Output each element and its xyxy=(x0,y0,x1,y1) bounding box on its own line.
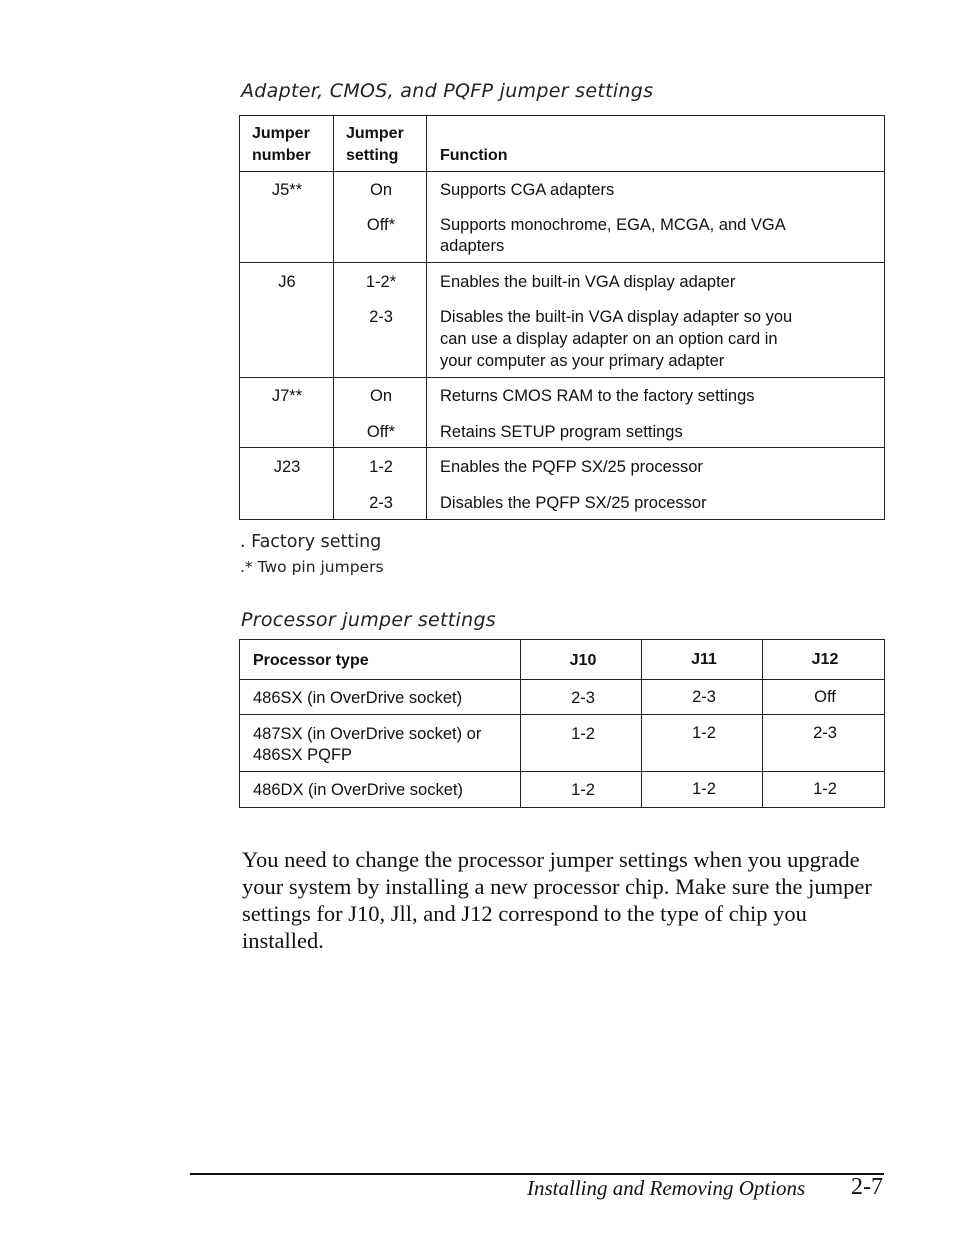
header-jumper-setting-line2: setting xyxy=(346,147,399,164)
header-j10 xyxy=(521,640,642,680)
j10-cell xyxy=(521,715,642,772)
function-text: Disables the PQFP SX/25 processor xyxy=(440,494,707,512)
header-processor-type-label: Processor type xyxy=(253,652,369,669)
table-row xyxy=(240,680,885,715)
processor-type-cell xyxy=(240,680,521,715)
j11-value: 1-2 xyxy=(692,724,716,742)
footnote-factory-setting: . Factory setting xyxy=(240,532,382,552)
setting-value: On xyxy=(369,387,393,405)
j10-value: 1-2 xyxy=(571,781,595,799)
table-row xyxy=(240,772,885,808)
jumper-id: J7** xyxy=(271,387,303,405)
table-row xyxy=(240,448,885,520)
setting-value: Off* xyxy=(366,216,396,234)
jumper-cell xyxy=(240,378,334,448)
jumper-id: J5** xyxy=(271,181,303,199)
setting-value: Off* xyxy=(366,423,396,441)
processor-type: 486SX PQFP xyxy=(253,746,353,764)
header-jumper-number-line1: Jumper xyxy=(252,125,310,142)
function-cell xyxy=(427,448,885,520)
function-text: your computer as your primary adapter xyxy=(440,352,725,370)
j10-value: 1-2 xyxy=(571,725,595,743)
function-text: Enables the built-in VGA display adapter xyxy=(440,273,736,291)
jumper-id: J23 xyxy=(273,458,301,476)
j10-cell xyxy=(521,680,642,715)
header-j11-label: J11 xyxy=(691,651,717,668)
j12-value: 1-2 xyxy=(813,780,837,798)
table-row xyxy=(240,172,885,263)
j11-cell xyxy=(642,715,763,772)
function-text: Enables the PQFP SX/25 processor xyxy=(440,458,703,476)
function-text: Supports CGA adapters xyxy=(440,181,615,199)
j10-cell xyxy=(521,772,642,808)
j11-value: 1-2 xyxy=(692,780,716,798)
setting-cell xyxy=(334,263,427,378)
function-text: adapters xyxy=(440,237,505,255)
table2-caption: Processor jumper settings xyxy=(241,609,497,631)
processor-type: 487SX (in OverDrive socket) or xyxy=(253,725,482,743)
j12-cell xyxy=(763,680,885,715)
jumper-cell xyxy=(240,263,334,378)
jumper-id: J6 xyxy=(278,273,296,291)
processor-type-cell xyxy=(240,772,521,808)
function-cell xyxy=(427,378,885,448)
table1-header-row xyxy=(240,116,885,172)
header-jumper-setting xyxy=(334,116,427,172)
j12-value: Off xyxy=(814,688,836,706)
footer-rule xyxy=(190,1173,884,1175)
header-jumper-number-line2: number xyxy=(252,147,311,164)
header-function-label: Function xyxy=(440,147,508,164)
table2-header-row xyxy=(240,640,885,680)
body-paragraph: You need to change the processor jumper settings when you upgrade your system by installing a new processor chip. Make sure the jumper settings for J10, Jll, and J12 correspond to the type of chip you installed. xyxy=(242,847,872,953)
function-text: Disables the built-in VGA display adapter so you xyxy=(440,308,793,326)
setting-value: 1-2 xyxy=(369,458,393,476)
setting-cell xyxy=(334,448,427,520)
footnote-two-pin: .* Two pin jumpers xyxy=(240,558,384,576)
function-text: Returns CMOS RAM to the factory settings xyxy=(440,387,755,405)
j12-cell xyxy=(763,772,885,808)
header-processor-type xyxy=(240,640,521,680)
setting-value: 2-3 xyxy=(369,308,393,326)
j10-value: 2-3 xyxy=(571,689,595,707)
j11-cell xyxy=(642,772,763,808)
header-function xyxy=(427,116,885,172)
adapter-jumper-table xyxy=(239,115,885,520)
header-jumper-number xyxy=(240,116,334,172)
jumper-cell xyxy=(240,172,334,263)
setting-value: 2-3 xyxy=(369,494,393,512)
header-j12-label: J12 xyxy=(811,651,839,668)
j11-value: 2-3 xyxy=(692,688,716,706)
function-text: can use a display adapter on an option card in xyxy=(440,330,778,348)
processor-type: 486SX (in OverDrive socket) xyxy=(253,689,463,707)
setting-value: On xyxy=(369,181,393,199)
processor-jumper-table xyxy=(239,639,885,808)
page-number: 2-7 xyxy=(851,1174,883,1200)
processor-type-cell xyxy=(240,715,521,772)
function-cell xyxy=(427,263,885,378)
table-row xyxy=(240,378,885,448)
function-text: Supports monochrome, EGA, MCGA, and VGA xyxy=(440,216,786,234)
setting-cell xyxy=(334,378,427,448)
table1-caption: Adapter, CMOS, and PQFP jumper settings xyxy=(241,80,654,102)
function-cell xyxy=(427,172,885,263)
header-jumper-setting-line1: Jumper xyxy=(346,125,404,142)
j11-cell xyxy=(642,680,763,715)
header-j10-label: J10 xyxy=(569,652,597,669)
setting-value: 1-2* xyxy=(365,273,397,291)
j12-cell xyxy=(763,715,885,772)
processor-type: 486DX (in OverDrive socket) xyxy=(253,781,463,799)
table-row xyxy=(240,715,885,772)
header-j12 xyxy=(763,640,885,680)
footer-chapter-title: Installing and Removing Options xyxy=(527,1176,806,1200)
table-row xyxy=(240,263,885,378)
setting-cell xyxy=(334,172,427,263)
jumper-cell xyxy=(240,448,334,520)
j12-value: 2-3 xyxy=(813,724,837,742)
function-text: Retains SETUP program settings xyxy=(440,423,683,441)
header-j11 xyxy=(642,640,763,680)
